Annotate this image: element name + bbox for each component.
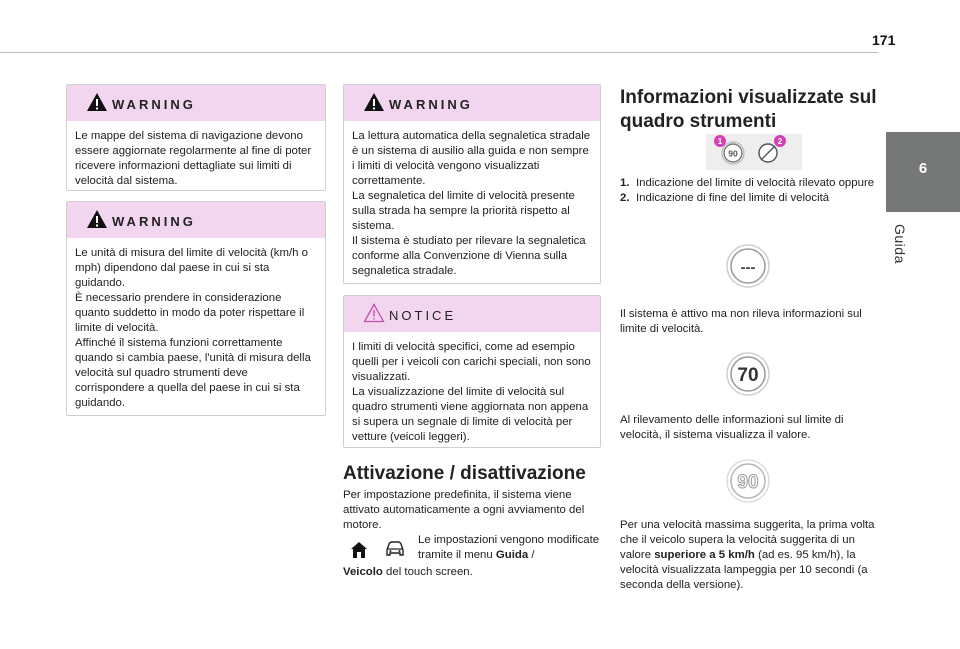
warning-box-maps bbox=[66, 84, 326, 191]
header-divider bbox=[0, 52, 878, 53]
activation-intro: Per impostazione predefinita, il sistema viene attivato automaticamente a ogni avviamento del motore. bbox=[343, 489, 585, 531]
warning-icon bbox=[86, 92, 108, 112]
warning-paragraph: Il sistema è studiato per rilevare la segnaletica conforme alla Convenzione di Vienna sulla segnaletica stradale. bbox=[352, 235, 586, 277]
chapter-number: 6 bbox=[918, 160, 928, 177]
warning-title: WARNING bbox=[112, 214, 196, 229]
warning-title: WARNING bbox=[112, 97, 196, 112]
no-info-paragraph: Il sistema è attivo ma non rileva informazioni sul limite di velocità. bbox=[620, 308, 862, 335]
indication-list bbox=[620, 176, 882, 206]
detected-paragraph: Al rilevamento delle informazioni sul limite di velocità, il sistema visualizza il valore. bbox=[620, 414, 844, 441]
speed-sign-diagram bbox=[706, 134, 802, 170]
list-item: 1. Indicazione del limite di velocità rilevato oppure bbox=[620, 177, 875, 189]
callout-2: 2 bbox=[777, 137, 783, 146]
warning-header bbox=[67, 85, 325, 121]
warning-paragraph: Le unità di misura del limite di velocità (km/h o mph) dipendono dal paese in cui si sta guidando. bbox=[75, 247, 308, 289]
warning-box-units bbox=[66, 201, 326, 416]
suggested-speed-paragraph: Per una velocità massima suggerita, la prima volta che il veicolo supera la velocità suggerita di un valore superiore a 5 km/h (ad es. 95 km/h), la velocità visualizzata lampeggia per 10 secondi (a seconda della versione). bbox=[620, 519, 875, 591]
warning-paragraph: Affinché il sistema funzioni correttamente quando si cambia paese, l'unità di misura della velocità sul quadro strumenti deve corrispondere a quella del paese in cui si sta guidando. bbox=[75, 337, 311, 409]
warning-paragraph: La lettura automatica della segnaletica stradale è un sistema di ausilio alla guida e non sempre i limiti di velocità vengono visualizzati correttamente. bbox=[352, 130, 591, 187]
activation-heading: Attivazione / disattivazione bbox=[343, 463, 586, 484]
sign-90-text: 90 bbox=[737, 472, 759, 493]
activation-settings: Le impostazioni vengono modificate tramite il menu Guida / bbox=[418, 534, 600, 561]
car-icon bbox=[384, 539, 406, 564]
warning-header bbox=[344, 85, 600, 121]
notice-box bbox=[343, 295, 601, 448]
chapter-label: Guida bbox=[892, 224, 908, 264]
chapter-tab[interactable] bbox=[886, 132, 960, 212]
warning-icon bbox=[86, 209, 108, 229]
warning-paragraph: La segnaletica del limite di velocità presente sulla strada ha sempre la priorità rispetto al sistema. bbox=[352, 190, 575, 232]
activation-settings-end: Veicolo del touch screen. bbox=[343, 566, 473, 578]
sign-70-text: 70 bbox=[737, 365, 759, 386]
menu-veicolo: Veicolo bbox=[343, 566, 383, 578]
warning-paragraph: È necessario prendere in considerazione quanto suddetto in modo da poter rispettare il limite di velocità. bbox=[75, 292, 305, 334]
warning-title: WARNING bbox=[389, 97, 473, 112]
notice-paragraph: La visualizzazione del limite di velocità sul quadro strumenti viene aggiornata non appena si supera un segnale di limite di velocità per vetture (veicoli leggeri). bbox=[352, 386, 589, 443]
warning-box-signage bbox=[343, 84, 601, 284]
info-heading: Informazioni visualizzate sul quadro strumenti bbox=[620, 87, 877, 132]
dash-sign-text: --- bbox=[740, 259, 756, 276]
home-icon bbox=[350, 541, 368, 564]
notice-icon bbox=[363, 303, 385, 323]
warning-text: Le mappe del sistema di navigazione devono essere aggiornate regolarmente al fine di poter ricevere informazioni dettagliate sui limiti di velocità dal sistema. bbox=[75, 130, 312, 187]
menu-guida: Guida bbox=[495, 549, 529, 561]
notice-title: NOTICE bbox=[389, 308, 457, 323]
no-info-sign-icon bbox=[725, 243, 771, 289]
callout-1: 1 bbox=[717, 137, 723, 146]
warning-header bbox=[67, 202, 325, 238]
list-item: 2. Indicazione di fine del limite di velocità bbox=[620, 192, 830, 204]
notice-header bbox=[344, 296, 600, 332]
speed-90-sign-icon bbox=[725, 458, 771, 504]
page-number: 171 bbox=[872, 32, 896, 48]
warning-icon bbox=[363, 92, 385, 112]
notice-paragraph: I limiti di velocità specifici, come ad esempio quelli per i veicoli con carichi speciali, non sono visualizzati. bbox=[352, 341, 591, 383]
speed-70-sign-icon bbox=[725, 351, 771, 397]
diagram-sign-value: 90 bbox=[728, 148, 738, 159]
